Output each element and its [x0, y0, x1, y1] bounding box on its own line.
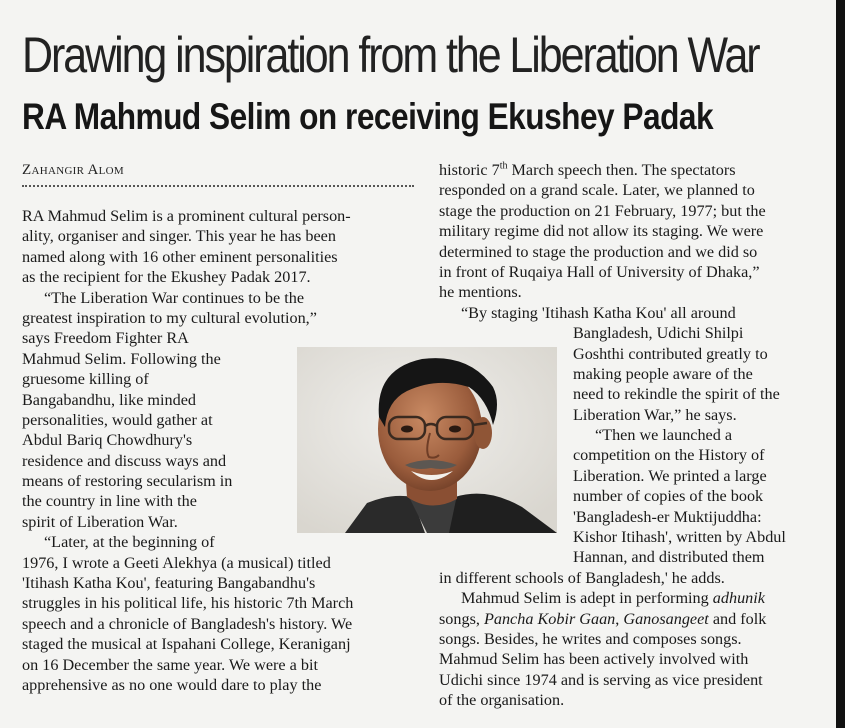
text-line: determined to stage the production and we did so: [439, 242, 758, 261]
subheadline: RA Mahmud Selim on receiving Ekushey Padak: [22, 96, 714, 137]
text-line: [439, 588, 834, 608]
text-line: stage the production on 21 February, 1977; but the: [439, 201, 766, 220]
text-fragment: and folk: [708, 609, 767, 628]
headline: Drawing inspiration from the Liberation War: [22, 27, 759, 83]
text-line: making people aware of the: [573, 364, 753, 383]
text-line: in different schools of Bangladesh,' he adds.: [439, 568, 725, 587]
text-line: 'Bangladesh-er Muktijuddha:: [573, 507, 762, 526]
text-line: competition on the History of: [573, 446, 765, 465]
article-column-2: [439, 160, 834, 711]
text-line: struggles in his political life, his historic 7th March: [22, 594, 354, 613]
text-line: Goshthi contributed greatly to: [573, 344, 768, 363]
text-line: Liberation War,” he says.: [573, 405, 737, 424]
text-line: spirit of Liberation War.: [22, 512, 178, 531]
text-line: staged the musical at Ispahani College, Keraniganj: [22, 635, 351, 654]
text-line: 'Itihash Katha Kou', featuring Bangabandhu's: [22, 574, 316, 593]
text-line: “Later, at the beginning of: [44, 533, 215, 552]
text-line: “By staging 'Itihash Katha Kou' all around: [461, 303, 736, 322]
text-line: of the organisation.: [439, 691, 565, 710]
text-line: on 16 December the same year. We were a bit: [22, 655, 318, 674]
italic-term: Ganosangeet: [623, 609, 709, 628]
text-line: responded on a grand scale. Later, we planned to: [439, 181, 755, 200]
italic-term: adhunik: [712, 589, 765, 608]
text-line: says Freedom Fighter RA: [22, 329, 189, 348]
text-line: Hannan, and distributed them: [573, 548, 765, 567]
text-line: Abdul Bariq Chowdhury's: [22, 431, 193, 450]
text-line: means of restoring secularism in: [22, 472, 233, 491]
text-line: Mahmud Selim. Following the: [22, 349, 221, 368]
text-line: Bangabandhu, like minded: [22, 390, 196, 409]
text-line: named along with 16 other eminent personalities: [22, 247, 338, 266]
text-line: “Then we launched a: [595, 426, 733, 445]
text-line: Kishor Itihash', written by Abdul: [573, 528, 786, 547]
text-line: 1976, I wrote a Geeti Alekhya (a musical) titled: [22, 553, 331, 572]
text-line: apprehensive as no one would dare to play the: [22, 675, 322, 694]
text-line: “The Liberation War continues to be the: [44, 288, 305, 307]
text-line: Bangladesh, Udichi Shilpi: [573, 324, 744, 343]
superscript: th: [499, 160, 508, 172]
byline: Zahangir Alom: [22, 162, 124, 178]
text-line: gruesome killing of: [22, 370, 149, 389]
text-line: number of copies of the book: [573, 487, 764, 506]
text-fragment: ,: [615, 609, 624, 628]
byline-divider: [22, 185, 414, 187]
text-fragment: Mahmud Selim is adept in performing: [461, 589, 713, 608]
text-line: need to rekindle the spirit of the: [573, 385, 780, 404]
text-fragment: songs,: [439, 609, 484, 628]
text-line: [439, 609, 834, 629]
text-line: [439, 160, 834, 180]
text-fragment: historic 7: [439, 161, 500, 179]
text-line: greatest inspiration to my cultural evolution,”: [22, 308, 317, 327]
text-line: RA Mahmud Selim is a prominent cultural person-: [22, 207, 351, 225]
text-line: ality, organiser and singer. This year he has been: [22, 227, 336, 246]
text-line: speech and a chronicle of Bangladesh's history. We: [22, 614, 353, 633]
text-line: military regime did not allow its staging. We were: [439, 222, 764, 241]
text-line: residence and discuss ways and: [22, 451, 227, 470]
text-line: Liberation. We printed a large: [573, 466, 767, 485]
text-line: personalities, would gather at: [22, 410, 213, 429]
text-line: songs. Besides, he writes and composes songs.: [439, 629, 742, 648]
text-line: he mentions.: [439, 283, 522, 302]
text-line: the country in line with the: [22, 492, 197, 511]
italic-term: Pancha Kobir Gaan: [483, 609, 616, 628]
text-fragment: March speech then. The spectators: [507, 161, 736, 179]
text-line: Udichi since 1974 and is serving as vice president: [439, 670, 763, 689]
text-line: Mahmud Selim has been actively involved with: [439, 650, 749, 669]
text-line: as the recipient for the Ekushey Padak 2017.: [22, 268, 311, 287]
text-line: in front of Ruqaiya Hall of University of Dhaka,”: [439, 262, 760, 281]
page-edge-rule: [836, 0, 845, 728]
